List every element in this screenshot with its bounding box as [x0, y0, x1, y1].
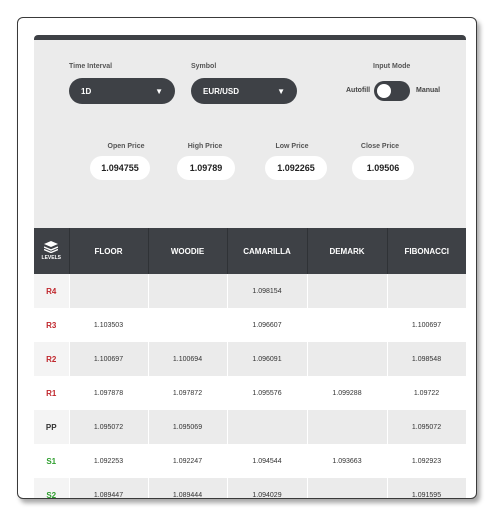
table-cell — [387, 274, 466, 308]
table-cell — [307, 274, 387, 308]
low-price-label: Low Price — [275, 143, 309, 150]
column-header-camarilla: CAMARILLA — [227, 228, 307, 274]
table-cell: 1.097872 — [148, 376, 227, 410]
table-cell: 1.094029 — [227, 478, 307, 499]
close-price-input[interactable]: 1.09506 — [352, 156, 414, 180]
level-label: R3 — [34, 308, 69, 342]
table-cell — [307, 410, 387, 444]
table-cell: 1.096607 — [227, 308, 307, 342]
table-cell: 1.091595 — [387, 478, 466, 499]
low-price-input[interactable]: 1.092265 — [265, 156, 327, 180]
table-row — [34, 274, 466, 308]
open-price-label: Open Price — [107, 143, 145, 150]
column-header-demark: DEMARK — [307, 228, 387, 274]
time-interval-label: Time Interval — [69, 63, 113, 70]
table-row — [34, 308, 466, 342]
table-cell: 1.095069 — [148, 410, 227, 444]
table-cell — [307, 478, 387, 499]
level-label: PP — [34, 410, 69, 444]
table-header-row — [34, 228, 466, 274]
level-label: R4 — [34, 274, 69, 308]
table-cell: 1.094544 — [227, 444, 307, 478]
table-cell: 1.097878 — [69, 376, 148, 410]
table-cell: 1.09722 — [387, 376, 466, 410]
table-cell: 1.099288 — [307, 376, 387, 410]
symbol-label: Symbol — [191, 63, 217, 70]
table-cell: 1.103503 — [69, 308, 148, 342]
table-row — [34, 478, 466, 499]
table-cell: 1.092253 — [69, 444, 148, 478]
table-cell: 1.093663 — [307, 444, 387, 478]
table-cell — [307, 342, 387, 376]
level-label: R2 — [34, 342, 69, 376]
table-cell — [227, 410, 307, 444]
table-row — [34, 376, 466, 410]
pivot-table — [34, 228, 466, 499]
layers-icon — [44, 241, 58, 253]
level-label: R1 — [34, 376, 69, 410]
table-row — [34, 410, 466, 444]
table-cell: 1.095576 — [227, 376, 307, 410]
high-price-label: High Price — [187, 143, 223, 150]
table-cell: 1.095072 — [387, 410, 466, 444]
table-cell: 1.096091 — [227, 342, 307, 376]
table-cell: 1.100697 — [69, 342, 148, 376]
time-interval-value: 1D — [81, 86, 92, 96]
pivot-panel — [34, 35, 466, 499]
symbol-dropdown[interactable] — [191, 78, 297, 104]
manual-label: Manual — [416, 87, 441, 94]
autofill-label: Autofill — [346, 87, 371, 94]
table-cell: 1.092247 — [148, 444, 227, 478]
high-price-input[interactable]: 1.09789 — [177, 156, 235, 180]
time-interval-dropdown[interactable] — [69, 78, 175, 104]
table-cell: 1.100694 — [148, 342, 227, 376]
column-header-fibonacci: FIBONACCI — [387, 228, 466, 274]
table-cell: 1.100697 — [387, 308, 466, 342]
table-row — [34, 444, 466, 478]
level-label: S1 — [34, 444, 69, 478]
column-header-woodie: WOODIE — [148, 228, 227, 274]
table-cell: 1.092923 — [387, 444, 466, 478]
input-mode-label: Input Mode — [373, 63, 411, 70]
close-price-label: Close Price — [360, 143, 400, 150]
symbol-value: EUR/USD — [203, 86, 240, 96]
table-cell: 1.089444 — [148, 478, 227, 499]
table-cell: 1.095072 — [69, 410, 148, 444]
levels-header-label: LEVELS — [41, 255, 61, 261]
levels-header — [34, 228, 69, 274]
table-cell: 1.098548 — [387, 342, 466, 376]
table-cell — [148, 308, 227, 342]
input-mode-toggle[interactable] — [374, 81, 410, 101]
table-cell: 1.089447 — [69, 478, 148, 499]
table-cell — [69, 274, 148, 308]
table-cell — [148, 274, 227, 308]
table-cell — [307, 308, 387, 342]
table-row — [34, 342, 466, 376]
toggle-knob — [377, 84, 391, 98]
level-label: S2 — [34, 478, 69, 499]
open-price-input[interactable]: 1.094755 — [90, 156, 150, 180]
pivot-calculator-card — [17, 17, 477, 499]
column-header-floor: FLOOR — [69, 228, 148, 274]
caret-down-icon: ▼ — [155, 86, 163, 96]
caret-down-icon: ▼ — [277, 86, 285, 96]
table-cell: 1.098154 — [227, 274, 307, 308]
